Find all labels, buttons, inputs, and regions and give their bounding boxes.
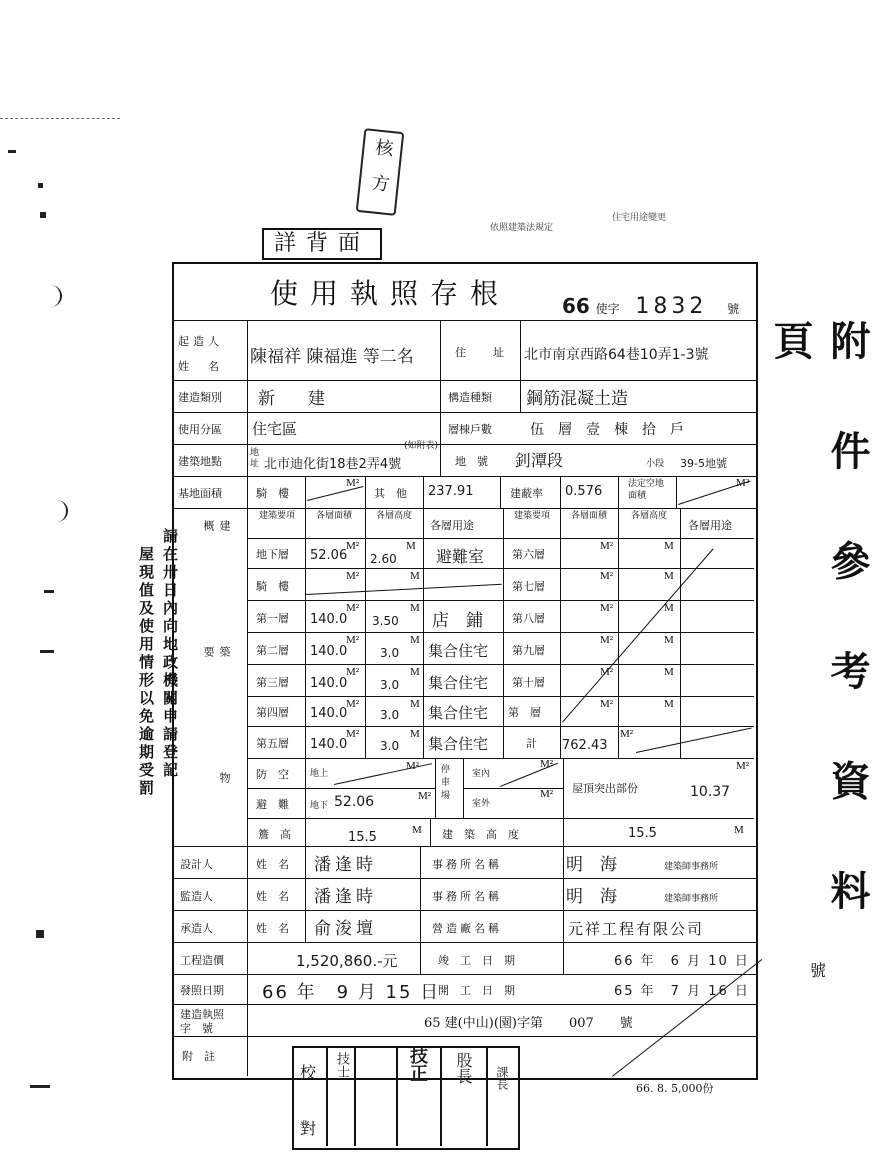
rule bbox=[172, 1036, 756, 1037]
margin-mark bbox=[38, 183, 43, 188]
floors-value: 伍 層 壹 棟 拾 戶 bbox=[530, 422, 684, 438]
floor-use: 店 鋪 bbox=[432, 611, 483, 631]
start-label: 開 工 日 期 bbox=[438, 984, 515, 997]
rule bbox=[463, 758, 464, 818]
structure-value: 鋼筋混凝土造 bbox=[526, 389, 628, 409]
supervisor-label: 監造人 bbox=[180, 890, 213, 903]
rule bbox=[420, 846, 421, 974]
designer-office-suffix: 建築師事務所 bbox=[664, 862, 719, 872]
site-sub-label: 地址 bbox=[250, 448, 260, 469]
designer-name: 潘逢時 bbox=[314, 855, 377, 875]
unit-area: M² bbox=[600, 540, 614, 552]
rule bbox=[172, 476, 756, 477]
shelter-label: 防 空 bbox=[256, 768, 289, 781]
right-margin-stamp: 附 件 參 考 資 料 頁 bbox=[767, 320, 871, 938]
top-approval-stamp bbox=[356, 128, 405, 216]
col-header: 各層面積 bbox=[315, 511, 352, 521]
stamp-seal: 技士 bbox=[334, 1052, 349, 1078]
contractor-company: 元祥工程有限公司 bbox=[568, 920, 705, 938]
rule bbox=[500, 476, 501, 508]
name-label: 姓 名 bbox=[256, 858, 289, 871]
unit-len: M bbox=[664, 666, 674, 678]
unit-area: M² bbox=[620, 728, 634, 740]
outdoor-label: 室外 bbox=[472, 799, 491, 809]
build-type-label: 建造類別 bbox=[178, 391, 222, 404]
base-area-label: 基地面積 bbox=[178, 487, 222, 500]
col-header: 各層高度 bbox=[375, 511, 412, 521]
floor-use: 集合住宅 bbox=[428, 674, 489, 692]
below-value: 52.06 bbox=[334, 794, 375, 810]
unit-area: M² bbox=[346, 666, 360, 678]
unit-area: M² bbox=[600, 666, 614, 678]
rule bbox=[486, 1046, 488, 1146]
top-dashed-line bbox=[0, 118, 120, 119]
rule bbox=[172, 942, 756, 943]
unit-area: M² bbox=[346, 698, 360, 710]
floor-name: 第四層 bbox=[256, 706, 289, 719]
rule bbox=[247, 568, 754, 569]
other-value: 237.91 bbox=[428, 484, 474, 499]
floor-area: 52.06 bbox=[310, 548, 348, 563]
parking-label: 停車場 bbox=[441, 765, 451, 801]
unit-len: M bbox=[664, 602, 674, 614]
unit-len: M bbox=[664, 570, 674, 582]
designer-office: 明 海 bbox=[566, 855, 617, 875]
unit-len: M bbox=[734, 824, 744, 836]
unit-len: M bbox=[412, 824, 422, 836]
rule bbox=[618, 476, 619, 508]
unit-len: M bbox=[410, 728, 420, 740]
rule bbox=[680, 508, 681, 758]
issue-value: 66 年 9 月 15 日 bbox=[262, 982, 441, 1003]
rule bbox=[560, 508, 561, 758]
rule bbox=[172, 910, 756, 911]
rule bbox=[365, 508, 366, 758]
unit-area: M² bbox=[736, 760, 750, 772]
form-title: 使用執照存根 bbox=[270, 277, 511, 310]
stamp-label: 對 bbox=[300, 1119, 317, 1138]
name-label: 姓 名 bbox=[256, 922, 289, 935]
margin-mark bbox=[40, 650, 54, 653]
rule bbox=[172, 846, 756, 847]
rule bbox=[247, 664, 754, 665]
floor-name: 第九層 bbox=[512, 644, 545, 657]
unit-len: M bbox=[410, 698, 420, 710]
site-value: 北市迪化街18巷2弄4號 bbox=[264, 457, 402, 472]
total-area: 762.43 bbox=[562, 738, 608, 753]
rule bbox=[440, 1046, 442, 1146]
cost-label: 工程造價 bbox=[180, 954, 224, 967]
floor-table-side-label: 建 築 物 概 要 bbox=[202, 520, 231, 898]
rule bbox=[172, 878, 756, 879]
margin-mark bbox=[8, 150, 16, 153]
floor-name: 第一層 bbox=[256, 612, 289, 625]
floor-use: 集合住宅 bbox=[428, 704, 489, 722]
rule bbox=[560, 476, 561, 508]
supervisor-office: 明 海 bbox=[566, 887, 617, 907]
supervisor-office-suffix: 建築師事務所 bbox=[664, 894, 719, 904]
rule bbox=[563, 818, 564, 846]
unit-area: M² bbox=[600, 602, 614, 614]
rule bbox=[247, 600, 754, 601]
arcade-label: 騎 樓 bbox=[256, 487, 289, 500]
rule bbox=[503, 508, 504, 758]
unit-area: M² bbox=[736, 477, 750, 489]
rule bbox=[247, 818, 754, 819]
office-label: 事務所名稱 bbox=[432, 858, 502, 871]
floor-height: 3.0 bbox=[380, 678, 400, 692]
col-header: 各層用途 bbox=[688, 519, 732, 532]
floor-name: 計 bbox=[526, 737, 537, 750]
rule bbox=[396, 1046, 398, 1146]
floor-name: 第五層 bbox=[256, 737, 289, 750]
indoor-label: 室內 bbox=[472, 769, 491, 779]
site-label: 建築地點 bbox=[178, 455, 222, 468]
floor-use: 集合住宅 bbox=[428, 735, 489, 753]
rule bbox=[247, 320, 248, 508]
stamp-seal: 股長 bbox=[454, 1052, 473, 1084]
owner-label-2: 姓 名 bbox=[178, 360, 223, 373]
floor-name: 第三層 bbox=[256, 676, 289, 689]
rule bbox=[172, 1004, 756, 1005]
floor-area: 140.0 bbox=[310, 706, 348, 721]
rule bbox=[520, 320, 521, 412]
unit-area: M² bbox=[418, 790, 432, 802]
designer-label: 設計人 bbox=[180, 858, 213, 871]
rule bbox=[172, 380, 756, 381]
rule bbox=[423, 508, 424, 758]
header-note-left: 依照建築法規定 bbox=[490, 223, 554, 233]
completion-label: 竣 工 日 期 bbox=[438, 954, 515, 967]
unit-area: M² bbox=[346, 570, 360, 582]
owner-value: 陳福祥 陳福進 等二名 bbox=[250, 347, 414, 367]
stamp-seal: 技正 bbox=[407, 1046, 428, 1082]
unit-len: M bbox=[410, 666, 420, 678]
rule bbox=[430, 818, 431, 846]
permit-number: 66 使字 1832 號 bbox=[562, 294, 740, 319]
top-stamp-text: 核 方 bbox=[367, 137, 395, 199]
unit-area: M² bbox=[600, 634, 614, 646]
contractor-name: 俞浚壇 bbox=[314, 919, 377, 939]
completion-value: 66 年 6 月 10 日 bbox=[614, 954, 750, 969]
left-margin-notice-2: 屋現值及使用情形以免逾期受罰 bbox=[137, 546, 155, 798]
floor-name: 騎 樓 bbox=[256, 580, 289, 593]
unit-area: M² bbox=[406, 760, 420, 772]
unit-area: M² bbox=[346, 540, 360, 552]
rule bbox=[305, 846, 306, 942]
supervisor-name: 潘逢時 bbox=[314, 887, 377, 907]
margin-mark bbox=[40, 285, 62, 307]
col-header: 各層高度 bbox=[630, 511, 667, 521]
below-label: 地下 bbox=[310, 801, 329, 811]
coverage-value: 0.576 bbox=[565, 484, 603, 499]
rule bbox=[440, 320, 441, 476]
margin-mark bbox=[36, 930, 44, 938]
unit-len: M bbox=[664, 634, 674, 646]
col-header: 建築要項 bbox=[513, 511, 550, 521]
unit-len: M bbox=[410, 634, 420, 646]
rule bbox=[435, 758, 436, 818]
floor-name: 第七層 bbox=[512, 580, 545, 593]
rule bbox=[172, 444, 756, 445]
floor-area: 140.0 bbox=[310, 737, 348, 752]
unit-area: M² bbox=[346, 477, 360, 489]
unit-len: M bbox=[664, 540, 674, 552]
unit-len: M bbox=[410, 602, 420, 614]
rule bbox=[618, 508, 619, 758]
start-value: 65 年 7 月 16 日 bbox=[614, 984, 750, 999]
stamp-label: 校 bbox=[300, 1063, 317, 1082]
rule bbox=[247, 726, 754, 727]
use-zone-value: 住宅區 bbox=[252, 420, 298, 438]
address-value: 北市南京西路64巷10弄1-3號 bbox=[524, 347, 709, 363]
permit-ref-label-2: 字 號 bbox=[180, 1022, 213, 1035]
rule bbox=[172, 412, 756, 413]
unit-area: M² bbox=[346, 634, 360, 646]
other-label: 其 他 bbox=[374, 487, 407, 500]
rule bbox=[354, 1046, 356, 1146]
legal-open-label: 法定空地面積 bbox=[628, 479, 665, 501]
floor-name: 第六層 bbox=[512, 548, 545, 561]
rule bbox=[247, 846, 248, 1076]
land-label: 地 號 bbox=[455, 455, 488, 468]
rule bbox=[563, 846, 564, 974]
unit-area: M² bbox=[346, 728, 360, 740]
unit-area: M² bbox=[600, 570, 614, 582]
unit-area: M² bbox=[600, 698, 614, 710]
left-margin-notice: 請在卅日內向地政機關申請登記 bbox=[161, 528, 179, 780]
margin-mark bbox=[40, 212, 46, 218]
cost-value: 1,520,860.-元 bbox=[296, 952, 398, 970]
print-note: 66. 8. 5,000份 bbox=[636, 1082, 714, 1095]
contractor-label: 承造人 bbox=[180, 922, 213, 935]
floor-area: 140.0 bbox=[310, 676, 348, 691]
land-number: 39-5地號 bbox=[680, 457, 727, 470]
header-note-right: 住宅用途變更 bbox=[612, 213, 667, 223]
floor-height: 3.0 bbox=[380, 646, 400, 660]
issue-label: 發照日期 bbox=[180, 984, 224, 997]
right-margin-no: 號 bbox=[810, 961, 827, 980]
owner-label: 起造人 bbox=[178, 335, 223, 348]
floor-name: 第 層 bbox=[508, 706, 541, 719]
unit-area: M² bbox=[540, 758, 554, 770]
bldg-height-label: 建 築 高 度 bbox=[442, 828, 519, 841]
rule bbox=[172, 974, 756, 975]
shelter-label-2: 避 難 bbox=[256, 798, 289, 811]
unit-len: M bbox=[406, 540, 416, 552]
floor-height: 2.60 bbox=[370, 552, 397, 566]
rule bbox=[247, 788, 435, 789]
rule bbox=[326, 1046, 328, 1146]
rule bbox=[305, 476, 306, 508]
permit-ref-value: 65 建(中山)(園)字第 007 號 bbox=[424, 1016, 633, 1031]
bldg-height-value: 15.5 bbox=[628, 826, 657, 841]
unit-len: M bbox=[410, 570, 420, 582]
floor-name: 地下層 bbox=[256, 548, 289, 561]
roof-value: 10.37 bbox=[690, 784, 731, 800]
margin-mark bbox=[52, 500, 68, 522]
col-header: 各層面積 bbox=[570, 511, 607, 521]
use-zone-label: 使用分區 bbox=[178, 423, 222, 436]
floor-height: 3.0 bbox=[380, 708, 400, 722]
floor-use: 避難室 bbox=[436, 547, 485, 566]
address-label: 住 址 bbox=[455, 346, 512, 359]
rule bbox=[423, 476, 424, 508]
margin-mark bbox=[30, 1085, 50, 1088]
rule bbox=[247, 696, 754, 697]
unit-area: M² bbox=[540, 788, 554, 800]
detail-back-label: 詳背面 bbox=[262, 228, 382, 260]
name-label: 姓 名 bbox=[256, 890, 289, 903]
rule bbox=[172, 320, 756, 321]
unit-len: M bbox=[664, 698, 674, 710]
floor-name: 第二層 bbox=[256, 644, 289, 657]
margin-mark bbox=[44, 590, 54, 593]
floor-name: 第八層 bbox=[512, 612, 545, 625]
land-value: 釗潭段 bbox=[515, 451, 564, 470]
company-label: 營造廠名稱 bbox=[432, 922, 502, 935]
rule bbox=[365, 476, 366, 508]
eave-label: 簷 高 bbox=[258, 828, 291, 841]
col-header: 建築要項 bbox=[258, 511, 295, 521]
floors-label: 層棟戶數 bbox=[448, 423, 492, 436]
rule bbox=[247, 508, 248, 846]
rule bbox=[247, 538, 754, 539]
above-label: 地上 bbox=[310, 769, 329, 779]
floor-area: 140.0 bbox=[310, 644, 348, 659]
rule bbox=[247, 632, 754, 633]
rule bbox=[563, 758, 564, 818]
col-header: 各層用途 bbox=[430, 519, 474, 532]
floor-name: 第十層 bbox=[512, 676, 545, 689]
structure-label: 構造種類 bbox=[448, 391, 492, 404]
floor-height: 3.50 bbox=[372, 614, 399, 628]
floor-height: 3.0 bbox=[380, 739, 400, 753]
rule bbox=[172, 508, 756, 509]
office-label: 事務所名稱 bbox=[432, 890, 502, 903]
remarks-label: 附 註 bbox=[182, 1050, 215, 1063]
coverage-label: 建蔽率 bbox=[510, 487, 543, 500]
roof-label: 屋頂突出部份 bbox=[572, 782, 638, 795]
permit-ref-label: 建造執照 bbox=[180, 1008, 224, 1021]
floor-use: 集合住宅 bbox=[428, 642, 489, 660]
floor-area: 140.0 bbox=[310, 612, 348, 627]
rule bbox=[305, 508, 306, 818]
stamp-seal: 課長 bbox=[495, 1066, 509, 1090]
land-small-label: 小段 bbox=[646, 459, 665, 469]
rule bbox=[247, 758, 754, 759]
eave-value: 15.5 bbox=[348, 830, 377, 845]
site-added: (如附表) bbox=[404, 441, 439, 451]
unit-area: M² bbox=[346, 602, 360, 614]
build-type-value: 新 建 bbox=[258, 389, 333, 409]
rule bbox=[305, 818, 306, 846]
